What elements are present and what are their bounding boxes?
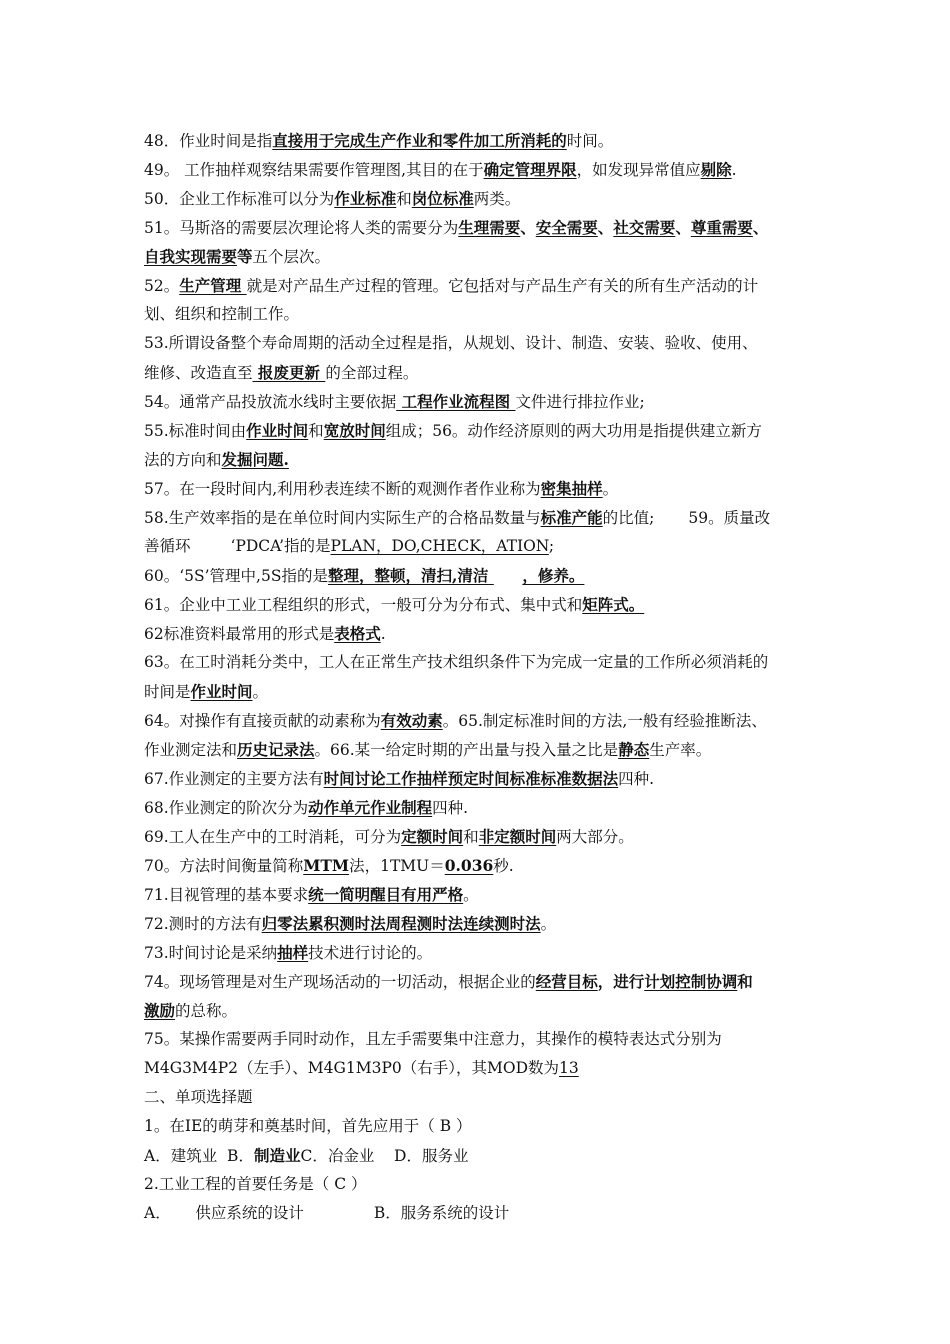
q51-line2 xyxy=(144,242,814,271)
text: 、 xyxy=(520,218,536,237)
q70 xyxy=(144,851,814,880)
answer: 矩阵式。 xyxy=(582,595,645,614)
text: 70。方法时间衡量简称 xyxy=(144,857,304,875)
text: 生产率。 xyxy=(649,741,712,759)
text: ; xyxy=(548,537,555,555)
text: 53.所谓设备整个寿命周期的活动全过程是指，从规划、设计、制造、安装、验收、使用、 xyxy=(144,334,758,352)
text: 两类。 xyxy=(473,190,521,208)
text: ，进行 xyxy=(597,972,645,991)
q58-line1 xyxy=(144,503,814,532)
q50 xyxy=(144,184,814,213)
q75-line1 xyxy=(144,1025,814,1054)
text: 74。现场管理是对生产现场活动的一切活动，根据企业的 xyxy=(144,973,536,991)
answer: 表格式 xyxy=(334,624,381,643)
q71 xyxy=(144,880,814,909)
answer-gap xyxy=(488,561,522,590)
text: 60。‘5S’管理中,5S指的是 xyxy=(144,567,328,585)
text: 48．作业时间是指 xyxy=(144,132,273,150)
answer: 直接用于完成生产作业和零件加工所消耗的 xyxy=(272,131,567,150)
text: 69.工人在生产中的工时消耗，可分为 xyxy=(144,828,402,846)
answer: 整理，整顿，清扫,清洁 xyxy=(327,566,489,585)
text: 就是对产品生产过程的管理。它包括对与产品生产有关的所有生产活动的计 xyxy=(246,277,759,295)
q73 xyxy=(144,938,814,967)
q72 xyxy=(144,909,814,938)
q52-line1 xyxy=(144,271,814,300)
section-heading xyxy=(144,1083,814,1112)
text: A．建筑业 B． xyxy=(144,1147,254,1165)
answer: 社交需要 xyxy=(613,218,676,237)
answer: MTM xyxy=(303,856,350,875)
text: 时间。 xyxy=(566,132,614,150)
text: 五个层次。 xyxy=(252,248,331,266)
q55-line1 xyxy=(144,416,814,445)
answer: 动作单元作业制程 xyxy=(308,798,433,817)
text: 组成；56。动作经济原则的两大功用是指提供建立新方 xyxy=(385,422,762,440)
text: 。65.制定标准时间的方法,一般有经验推断法、 xyxy=(442,712,767,730)
answer: 归零法累积测时法周程测时法连续测时法 xyxy=(261,914,541,933)
text: 四种. xyxy=(618,770,655,788)
answer: 宽放时间 xyxy=(323,421,386,440)
answer: 剔除 xyxy=(700,160,732,179)
answer: 作业时间 xyxy=(246,421,309,440)
q74-line2 xyxy=(144,996,814,1025)
answer: 经营目标 xyxy=(535,972,598,991)
answer: 密集抽样 xyxy=(540,479,603,498)
answer: 作业时间 xyxy=(190,682,253,701)
text: 和 xyxy=(463,828,479,846)
mc-q2 xyxy=(144,1170,814,1199)
q54 xyxy=(144,387,814,416)
q68 xyxy=(144,793,814,822)
text: . xyxy=(731,161,737,179)
text: 71.目视管理的基本要求 xyxy=(144,886,309,904)
text: ‘PDCA’指的是 xyxy=(230,537,331,555)
text: 55.标准时间由 xyxy=(144,422,247,440)
q65-line2 xyxy=(144,735,814,764)
q53-line1 xyxy=(144,329,814,358)
text: 57。在一段时间内,利用秒表连续不断的观测作者作业称为 xyxy=(144,480,541,498)
answer: 历史记录法 xyxy=(237,740,315,759)
answer: 自我实现需要 xyxy=(144,247,238,266)
answer: 定额时间 xyxy=(401,827,464,846)
text: 的全部过程。 xyxy=(325,364,419,382)
text: 73.时间讨论是采纳 xyxy=(144,944,278,962)
text: 和 xyxy=(737,972,753,991)
text: 作业测定法和 xyxy=(144,741,238,759)
text: 61。企业中工业工程组织的形式，一般可分为分布式、集中式和 xyxy=(144,596,583,614)
text: 。66.某一给定时期的产出量与投入量之比是 xyxy=(314,741,619,759)
text: M4G3M4P2（左手）、M4G1M3P0（右手），其MOD数为 xyxy=(144,1059,560,1077)
text: 49。 工作抽样观察结果需要作管理图,其目的在于 xyxy=(144,161,484,179)
answer: 报废更新 xyxy=(252,363,326,382)
text: 64。对操作有直接贡献的动素称为 xyxy=(144,712,381,730)
text: 两大部分。 xyxy=(556,828,634,846)
text: 划、组织和控制工作。 xyxy=(144,305,300,323)
document-page xyxy=(144,126,814,1228)
text: 63。在工时消耗分类中，工人在正常生产技术组织条件下为完成一定量的工作所必须消耗的 xyxy=(144,653,769,671)
text: ，如发现异常值应 xyxy=(576,161,701,179)
text: 四种. xyxy=(432,799,469,817)
text: 、 xyxy=(752,218,769,237)
text: 62标准资料最常用的形式是 xyxy=(144,625,335,643)
text: C．冶金业 D．服务业 xyxy=(300,1147,469,1165)
answer: 生理需要 xyxy=(458,218,521,237)
mc-q1-options xyxy=(144,1141,814,1170)
text: 59。质量改 xyxy=(688,509,771,527)
text: 。 xyxy=(252,683,269,701)
q62 xyxy=(144,619,814,648)
text: 秒. xyxy=(493,857,514,875)
answer: 计划控制协调 xyxy=(644,972,738,991)
text: 、 xyxy=(597,218,614,237)
answer: 有效动素 xyxy=(380,711,443,730)
q67 xyxy=(144,764,814,793)
text: 技术进行讨论的。 xyxy=(308,944,433,962)
q49 xyxy=(144,155,814,184)
text: 。 xyxy=(463,886,479,904)
text: 72.测时的方法有 xyxy=(144,915,262,933)
answer: 尊重需要 xyxy=(690,218,753,237)
text: 维修、改造直至 xyxy=(144,364,253,382)
answer: 确定管理界限 xyxy=(483,160,577,179)
text: 54。通常产品投放流水线时主要依据 xyxy=(144,393,397,411)
q69 xyxy=(144,822,814,851)
text: 和 xyxy=(396,190,412,208)
mc-q1 xyxy=(144,1112,814,1141)
answer: 激励 xyxy=(144,1001,176,1020)
text: 法，1TMU＝ xyxy=(349,857,445,875)
answer: 标准产能 xyxy=(540,508,603,527)
text: A． 供应系统的设计 xyxy=(144,1204,304,1222)
text: 善循环 xyxy=(144,537,191,555)
q51-line1 xyxy=(144,213,814,242)
text: 的比值; xyxy=(602,509,655,527)
answer: 岗位标准 xyxy=(411,189,474,208)
q64-line1 xyxy=(144,706,814,735)
answer: 静态 xyxy=(618,740,650,759)
text: B．服务系统的设计 xyxy=(373,1204,510,1222)
q48 xyxy=(144,126,814,155)
q57 xyxy=(144,474,814,503)
text: 文件进行排拉作业; xyxy=(515,393,645,411)
answer: 工程作业流程图 xyxy=(396,392,516,411)
answer: 制造业 xyxy=(253,1146,301,1165)
text: 68.作业测定的阶次分为 xyxy=(144,799,309,817)
answer: 生产管理 xyxy=(179,276,247,295)
answer: 发掘问题. xyxy=(221,450,289,469)
text: 67.作业测定的主要方法有 xyxy=(144,770,324,788)
q60 xyxy=(144,561,814,590)
q63-line2 xyxy=(144,677,814,706)
answer: PLAN，DO,CHECK，ATION xyxy=(330,537,549,555)
q61 xyxy=(144,590,814,619)
text: . xyxy=(380,625,386,643)
text: 。 xyxy=(602,480,619,498)
answer: ，修养。 xyxy=(522,566,585,585)
text: 二、单项选择题 xyxy=(144,1088,253,1106)
text: 。 xyxy=(540,915,557,933)
answer: 作业标准 xyxy=(334,189,397,208)
q63-line1 xyxy=(144,648,814,677)
answer: 0.036 xyxy=(444,856,494,875)
answer: 安全需要 xyxy=(535,218,598,237)
answer: 统一简明醒目有用严格 xyxy=(308,885,464,904)
answer: 抽样 xyxy=(277,943,309,962)
q59-line2 xyxy=(144,532,814,561)
text: 58.生产效率指的是在单位时间内实际生产的合格品数量与 xyxy=(144,509,541,527)
text: 75。某操作需要两手同时动作，且左手需要集中注意力，其操作的模特表达式分别为 xyxy=(144,1030,722,1048)
text: 时间是 xyxy=(144,683,191,701)
text: 、 xyxy=(675,218,691,237)
answer: 13 xyxy=(559,1059,579,1077)
text: 51。马斯洛的需要层次理论将人类的需要分为 xyxy=(144,219,459,237)
answer: 非定额时间 xyxy=(478,827,557,846)
q56-line2 xyxy=(144,445,814,474)
answer: 时间讨论工作抽样预定时间标准标准数据法 xyxy=(323,769,619,788)
text: 等 xyxy=(237,247,253,266)
text: 1。在IE的萌芽和奠基时间，首先应用于（ B ） xyxy=(144,1117,472,1135)
text: 和 xyxy=(308,422,324,440)
q53-line2 xyxy=(144,358,814,387)
text: 法的方向和 xyxy=(144,451,222,469)
q74-line1 xyxy=(144,967,814,996)
mc-q2-options xyxy=(144,1199,814,1228)
text: 2.工业工程的首要任务是（ C ） xyxy=(144,1175,367,1193)
q75-line2 xyxy=(144,1054,814,1083)
text: 的总称。 xyxy=(175,1002,238,1020)
text: 52。 xyxy=(144,277,180,295)
text: 50．企业工作标准可以分为 xyxy=(144,190,335,208)
q52-line2 xyxy=(144,300,814,329)
